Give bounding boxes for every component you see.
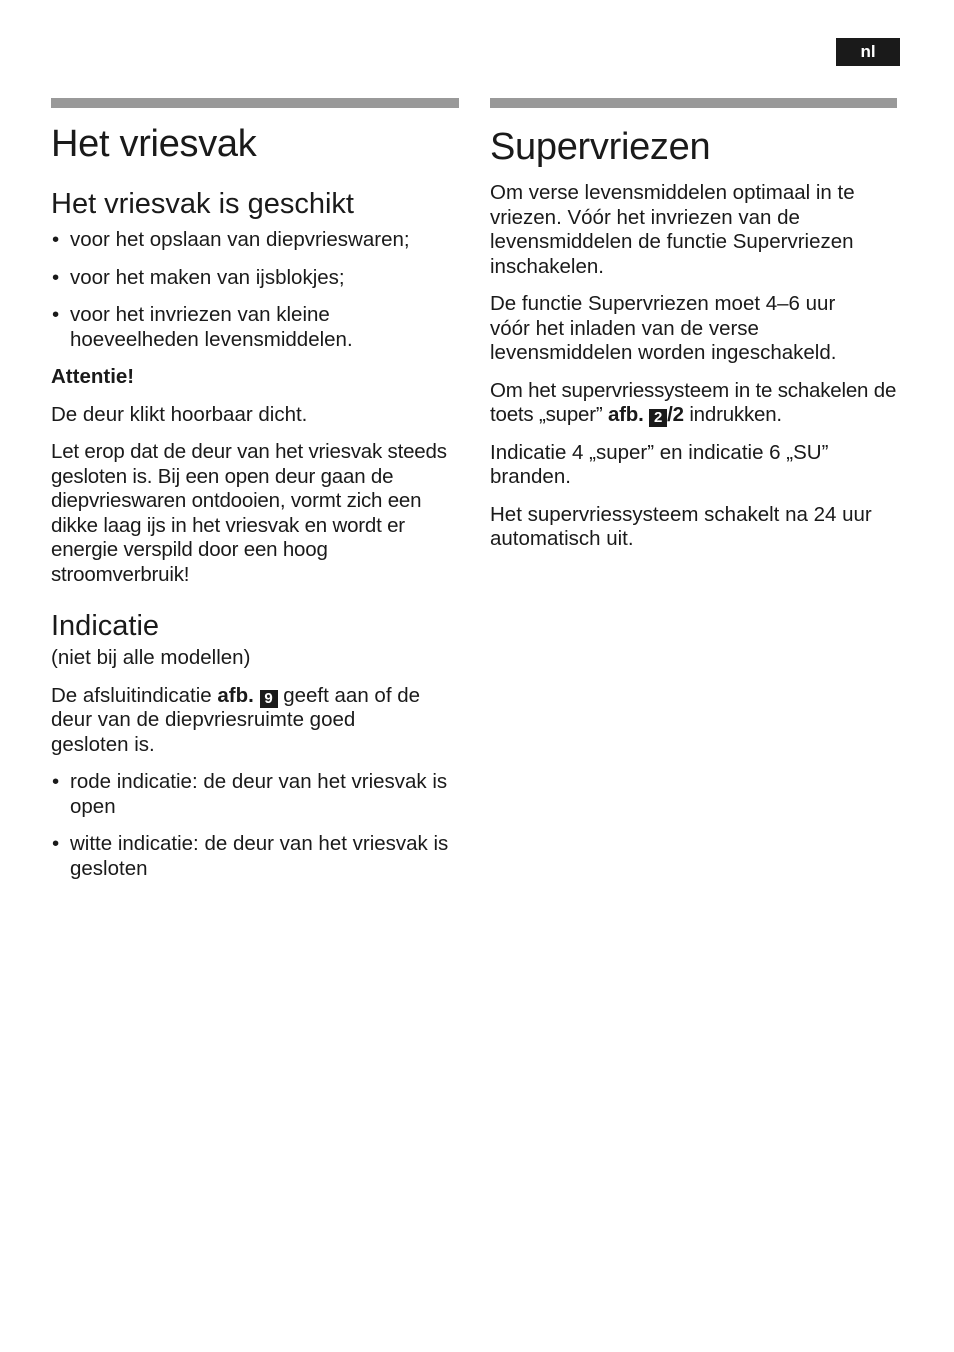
- page-title-het-vriesvak: Het vriesvak: [51, 123, 257, 165]
- warning-paragraph: Let erop dat de deur van het vriesvak steeds gesloten is. Bij een open deur gaan de diepvrieswaren ontdooien, vormt zich een dikke laag ijs in het vriesvak en wordt er energie verspild door een hoog stroomverbruik!: [51, 440, 447, 586]
- indicator-description: De afsluitindicatie afb. 9 geeft aan of de deur van de diepvriesruimte goed gesloten is.: [51, 683, 421, 756]
- supervriezen-activation: Om het supervriessysteem in te schakelen de toets „super” afb. 2 /2 indrukken.: [490, 378, 897, 426]
- models-note: (niet bij alle modellen): [51, 646, 251, 669]
- right-column: [490, 98, 897, 552]
- list-item: • voor het maken van ijsblokjes;: [51, 266, 459, 291]
- figure-subreference: /2: [667, 403, 684, 426]
- section-rule: [490, 98, 897, 108]
- heading-het-vriesvak-is-geschikt: Het vriesvak is geschikt: [51, 188, 354, 220]
- section-rule: [51, 98, 459, 108]
- figure-number-badge: 2: [649, 409, 667, 427]
- list-item: • voor het invriezen van kleine hoeveelheden levensmiddelen.: [51, 303, 370, 352]
- left-column: [51, 98, 459, 881]
- attention-label: Attentie!: [51, 365, 135, 388]
- suitability-list: [51, 228, 459, 352]
- figure-reference: afb.: [217, 683, 254, 707]
- door-click-text: De deur klikt hoorbaar dicht.: [51, 402, 308, 426]
- list-item: • voor het opslaan van diepvrieswaren;: [51, 228, 459, 253]
- supervriezen-timing: De functie Supervriezen moet 4–6 uur vóór het inladen van de verse levensmiddelen worden ingeschakeld.: [490, 292, 837, 364]
- figure-number-badge: 9: [260, 690, 278, 708]
- figure-reference: afb.: [607, 403, 644, 426]
- indicator-list: [51, 770, 459, 881]
- supervriezen-intro: Om verse levensmiddelen optimaal in te vriezen. Vóór het invriezen van de levensmiddelen de functie Supervriezen inschakelen.: [490, 181, 855, 278]
- page-title-supervriezen: Supervriezen: [490, 126, 711, 168]
- language-tab: nl: [836, 38, 900, 66]
- supervriezen-indicators: Indicatie 4 „super” en indicatie 6 „SU” branden.: [490, 440, 829, 488]
- supervriezen-auto-off: Het supervriessysteem schakelt na 24 uur automatisch uit.: [490, 502, 872, 550]
- heading-indicatie: Indicatie: [51, 610, 160, 642]
- list-item: • witte indicatie: de deur van het vriesvak is gesloten: [51, 832, 459, 881]
- list-item: • rode indicatie: de deur van het vriesvak is open: [51, 770, 459, 819]
